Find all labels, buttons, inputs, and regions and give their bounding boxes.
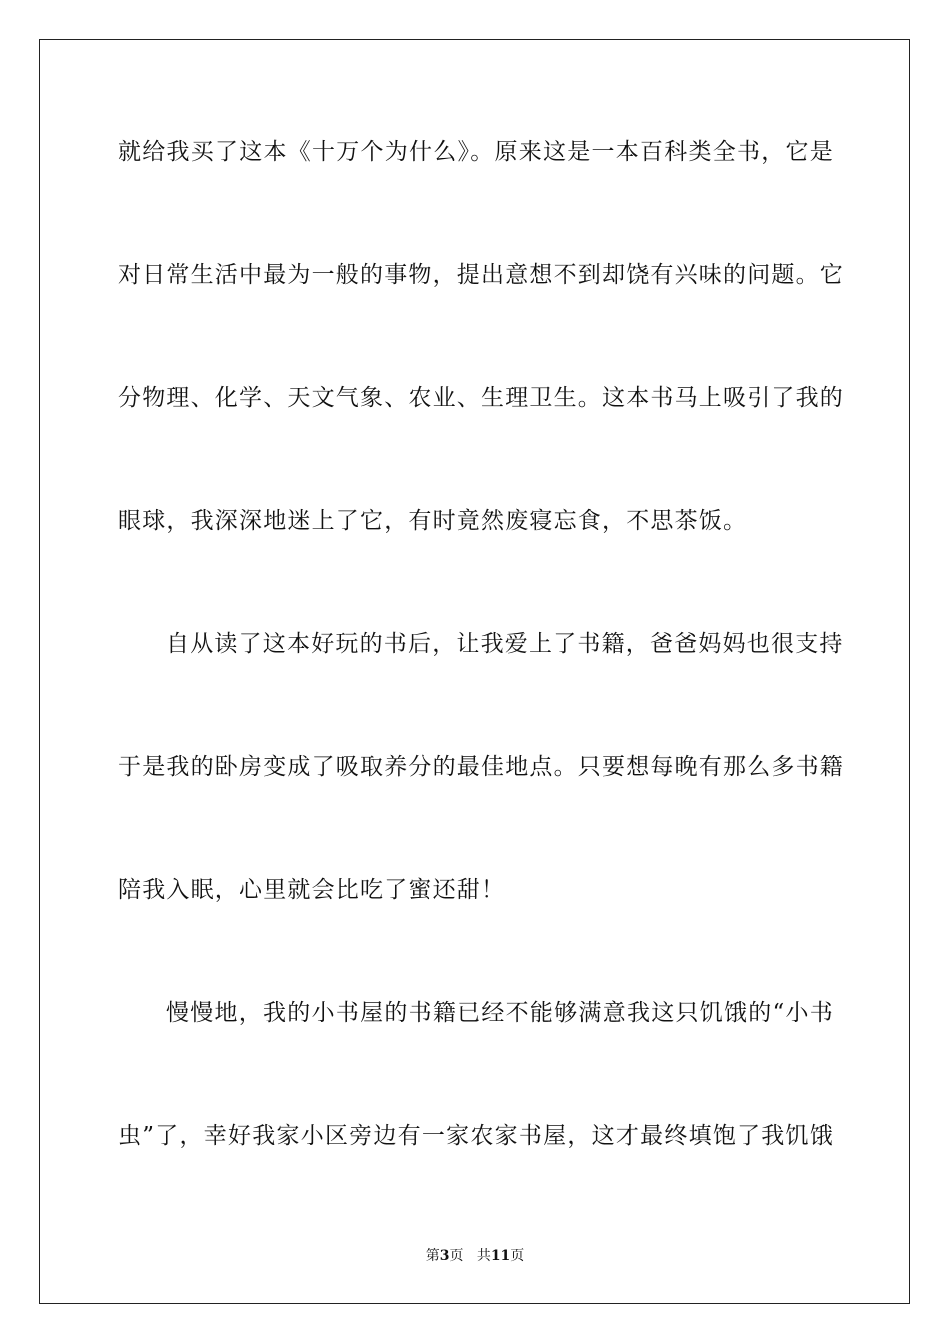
footer-page-suffix: 页 bbox=[449, 1248, 464, 1264]
footer-total-prefix: 共 bbox=[476, 1248, 491, 1264]
text-line-2: 对日常生活中最为一般的事物，提出意想不到却饶有兴味的问题。它 bbox=[118, 262, 844, 288]
footer-total-suffix: 页 bbox=[510, 1248, 525, 1264]
paragraph-3-line-2: 虫”了，幸好我家小区旁边有一家农家书屋，这才最终填饱了我饥饿 bbox=[118, 1123, 834, 1149]
footer-page-number: 3 bbox=[439, 1248, 450, 1264]
paragraph-2-line-2: 于是我的卧房变成了吸取养分的最佳地点。只要想每晚有那么多书籍 bbox=[118, 754, 844, 780]
text-line-4: 眼球，我深深地迷上了它，有时竟然废寝忘食，不思茶饭。 bbox=[118, 508, 748, 534]
paragraph-3-line-1: 慢慢地，我的小书屋的书籍已经不能够满意我这只饥饿的“小书 bbox=[166, 1000, 834, 1026]
text-line-1: 就给我买了这本《十万个为什么》。原来这是一本百科类全书，它是 bbox=[118, 139, 834, 165]
paragraph-2-line-3: 陪我入眠，心里就会比吃了蜜还甜！ bbox=[118, 877, 506, 903]
text-line-3: 分物理、化学、天文气象、农业、生理卫生。这本书马上吸引了我的 bbox=[118, 385, 844, 411]
paragraph-2-line-1: 自从读了这本好玩的书后，让我爱上了书籍，爸爸妈妈也很支持 bbox=[166, 631, 844, 657]
footer-total-number: 11 bbox=[490, 1248, 511, 1264]
page-footer bbox=[0, 1246, 950, 1266]
footer-page-prefix: 第 bbox=[425, 1248, 440, 1264]
page-border bbox=[39, 39, 910, 1304]
